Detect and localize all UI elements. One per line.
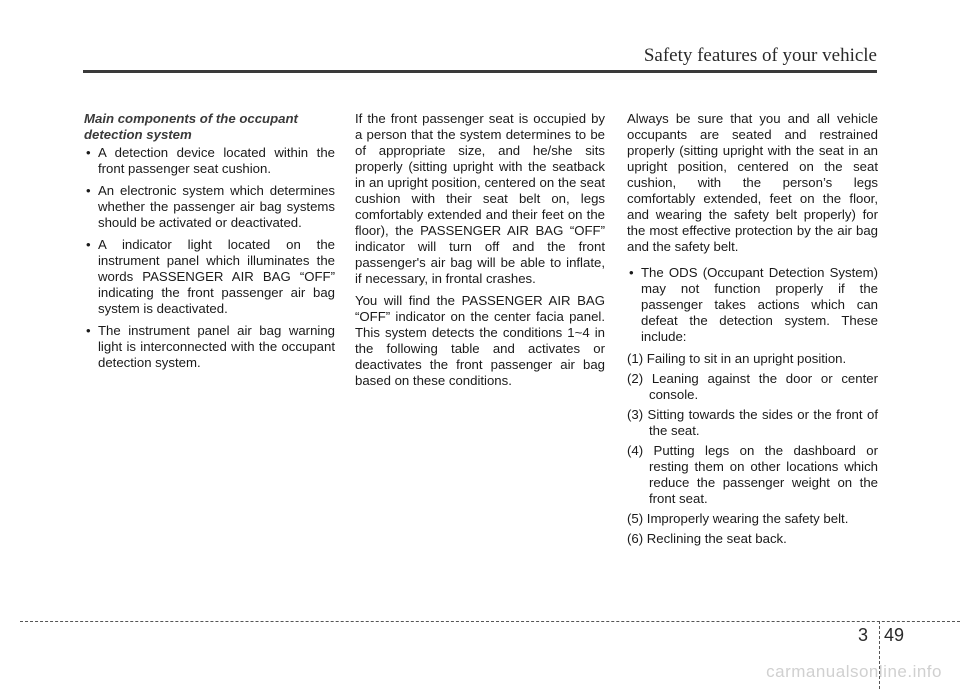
list-item: • The instrument panel air bag warning light is interconnected with the occupant detection system. <box>84 323 335 371</box>
paragraph: If the front passenger seat is occupied by a person that the system determines to be of appropriate size, and he/she sits properly (sitting upright with the seatback in an upright position, centered on the seat cushion with their seat belt on, legs comfortably extended and their feet on the floor), the PASSENGER AIR BAG “OFF” indicator will turn off and the front passenger's air bag will be able to inflate, if necessary, in frontal crashes. <box>355 111 605 286</box>
numbered-item: (1) Failing to sit in an upright position. <box>627 351 847 366</box>
column-middle <box>355 111 605 395</box>
list-item: • A indicator light located on the instrument panel which illuminates the words PASSENGER AIR BAG “OFF” indicating the front passenger air bag system is deactivated. <box>84 237 335 317</box>
watermark: carmanualsonline.info <box>766 662 942 681</box>
conditions-list <box>627 351 878 547</box>
numbered-item: (5) Improperly wearing the safety belt. <box>627 511 849 526</box>
paragraph: You will find the PASSENGER AIR BAG “OFF” indicator on the center facia panel. This system detects the conditions 1~4 in the following table and activates or deactivates the front passenger air bag based on these conditions. <box>355 293 605 388</box>
column-right <box>627 111 878 551</box>
numbered-item: (4) Putting legs on the dashboard or resting them on other locations which reduce the passenger weight on the front seat. <box>627 443 878 506</box>
chapter-number: 3 <box>858 625 869 645</box>
list-item: • An electronic system which determines whether the passenger air bag systems should be activated or deactivated. <box>84 183 335 231</box>
list-item: • A detection device located within the front passenger seat cushion. <box>84 145 335 177</box>
numbered-item: (6) Reclining the seat back. <box>627 531 787 546</box>
subsection-heading: Main components of the occupant detection system <box>84 111 298 142</box>
list-item: • The ODS (Occupant Detection System) may not function properly if the passenger takes actions which can defeat the detection system. These include: <box>627 265 878 345</box>
numbered-item: (3) Sitting towards the sides or the front of the seat. <box>627 407 878 438</box>
column-left <box>84 111 335 377</box>
page-number: 49 <box>884 625 905 645</box>
footer-divider <box>20 621 960 622</box>
ods-note-list <box>627 265 878 345</box>
components-list <box>84 145 335 371</box>
section-title: Safety features of your vehicle <box>643 45 877 66</box>
paragraph: Always be sure that you and all vehicle occupants are seated and restrained properly (sitting upright with the seat in an upright position, centered on the seat cushion, with the person’s legs comfortably extended, feet on the floor, and wearing the safety belt properly) for the most effective protection by the air bag and the safety belt. <box>627 111 878 254</box>
header-divider <box>83 70 877 73</box>
numbered-item: (2) Leaning against the door or center console. <box>627 371 878 402</box>
